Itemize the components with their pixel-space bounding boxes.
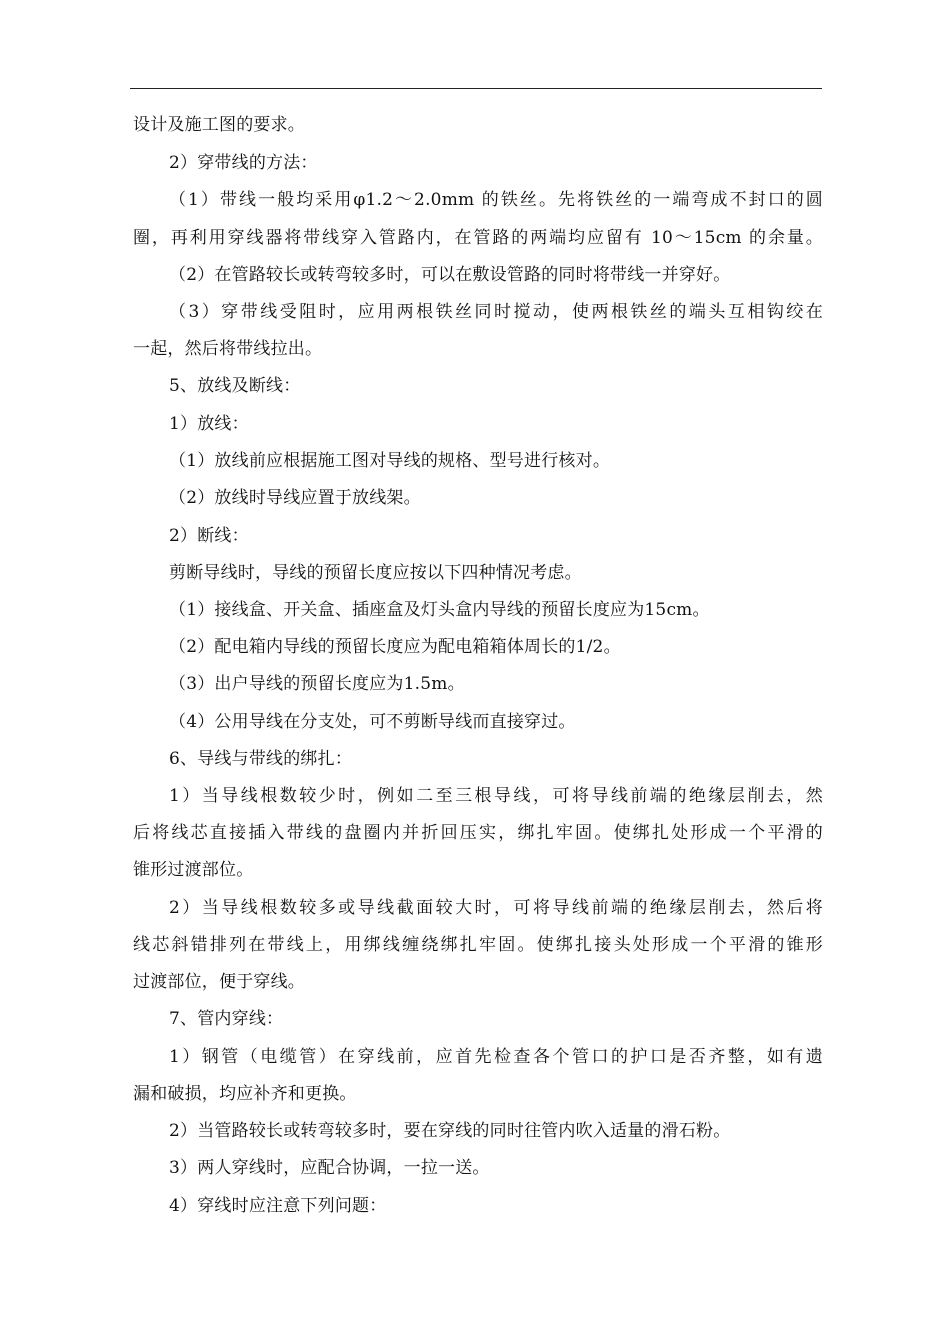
- text-line: （1）放线前应根据施工图对导线的规格、型号进行核对。: [169, 451, 611, 471]
- text-line: （3）出户导线的预留长度应为1.5m。: [169, 674, 465, 694]
- text-line: 1）放线：: [169, 414, 249, 434]
- section-heading: 6、导线与带线的绑扎：: [169, 749, 353, 769]
- text-line: （4）公用导线在分支处，可不剪断导线而直接穿过。: [169, 712, 576, 732]
- text-line: （1）带线一般均采用φ1.2～2.0mm 的铁丝。先将铁丝的一端弯成不封口的圆: [169, 190, 823, 210]
- text-line: 3）两人穿线时，应配合协调，一拉一送。: [169, 1158, 490, 1178]
- text-line: 1）钢管（电缆管）在穿线前，应首先检查各个管口的护口是否齐整，如有遗: [169, 1047, 823, 1067]
- text-line: 1）当导线根数较少时，例如二至三根导线，可将导线前端的绝缘层削去，然: [169, 786, 823, 806]
- text-line: 圈，再利用穿线器将带线穿入管路内，在管路的两端均应留有 10～15cm 的余量。: [133, 228, 823, 248]
- text-line: 2）当导线根数较多或导线截面较大时，可将导线前端的绝缘层削去，然后将: [169, 898, 823, 918]
- text-line: 剪断导线时，导线的预留长度应按以下四种情况考虑。: [169, 563, 582, 583]
- text-line: （1）接线盒、开关盒、插座盒及灯头盒内导线的预留长度应为15cm。: [169, 600, 710, 620]
- text-line: 过渡部位，便于穿线。: [133, 972, 305, 992]
- text-line: 2）穿带线的方法：: [169, 153, 318, 173]
- text-line: （3）穿带线受阻时，应用两根铁丝同时搅动，使两根铁丝的端头互相钩绞在: [169, 302, 823, 322]
- text-line: （2）在管路较长或转弯较多时，可以在敷设管路的同时将带线一并穿好。: [169, 265, 731, 285]
- section-heading: 7、管内穿线：: [169, 1009, 284, 1029]
- text-line: 4）穿线时应注意下列问题：: [169, 1196, 387, 1216]
- text-line: 2）当管路较长或转弯较多时，要在穿线的同时往管内吹入适量的滑石粉。: [169, 1121, 731, 1141]
- section-heading: 5、放线及断线：: [169, 376, 301, 396]
- text-line: 设计及施工图的要求。: [133, 115, 305, 135]
- text-line: 后将线芯直接插入带线的盘圈内并折回压实，绑扎牢固。使绑扎处形成一个平滑的: [133, 823, 823, 843]
- text-line: 一起，然后将带线拉出。: [133, 339, 323, 359]
- text-line: 2）断线：: [169, 526, 249, 546]
- text-line: 锥形过渡部位。: [133, 860, 254, 880]
- header-rule: [130, 88, 822, 89]
- text-line: 漏和破损，均应补齐和更换。: [133, 1084, 357, 1104]
- text-line: （2）配电箱内导线的预留长度应为配电箱箱体周长的1/2。: [169, 637, 621, 657]
- text-line: 线芯斜错排列在带线上，用绑线缠绕绑扎牢固。使绑扎接头处形成一个平滑的锥形: [133, 935, 823, 955]
- text-line: （2）放线时导线应置于放线架。: [169, 488, 421, 508]
